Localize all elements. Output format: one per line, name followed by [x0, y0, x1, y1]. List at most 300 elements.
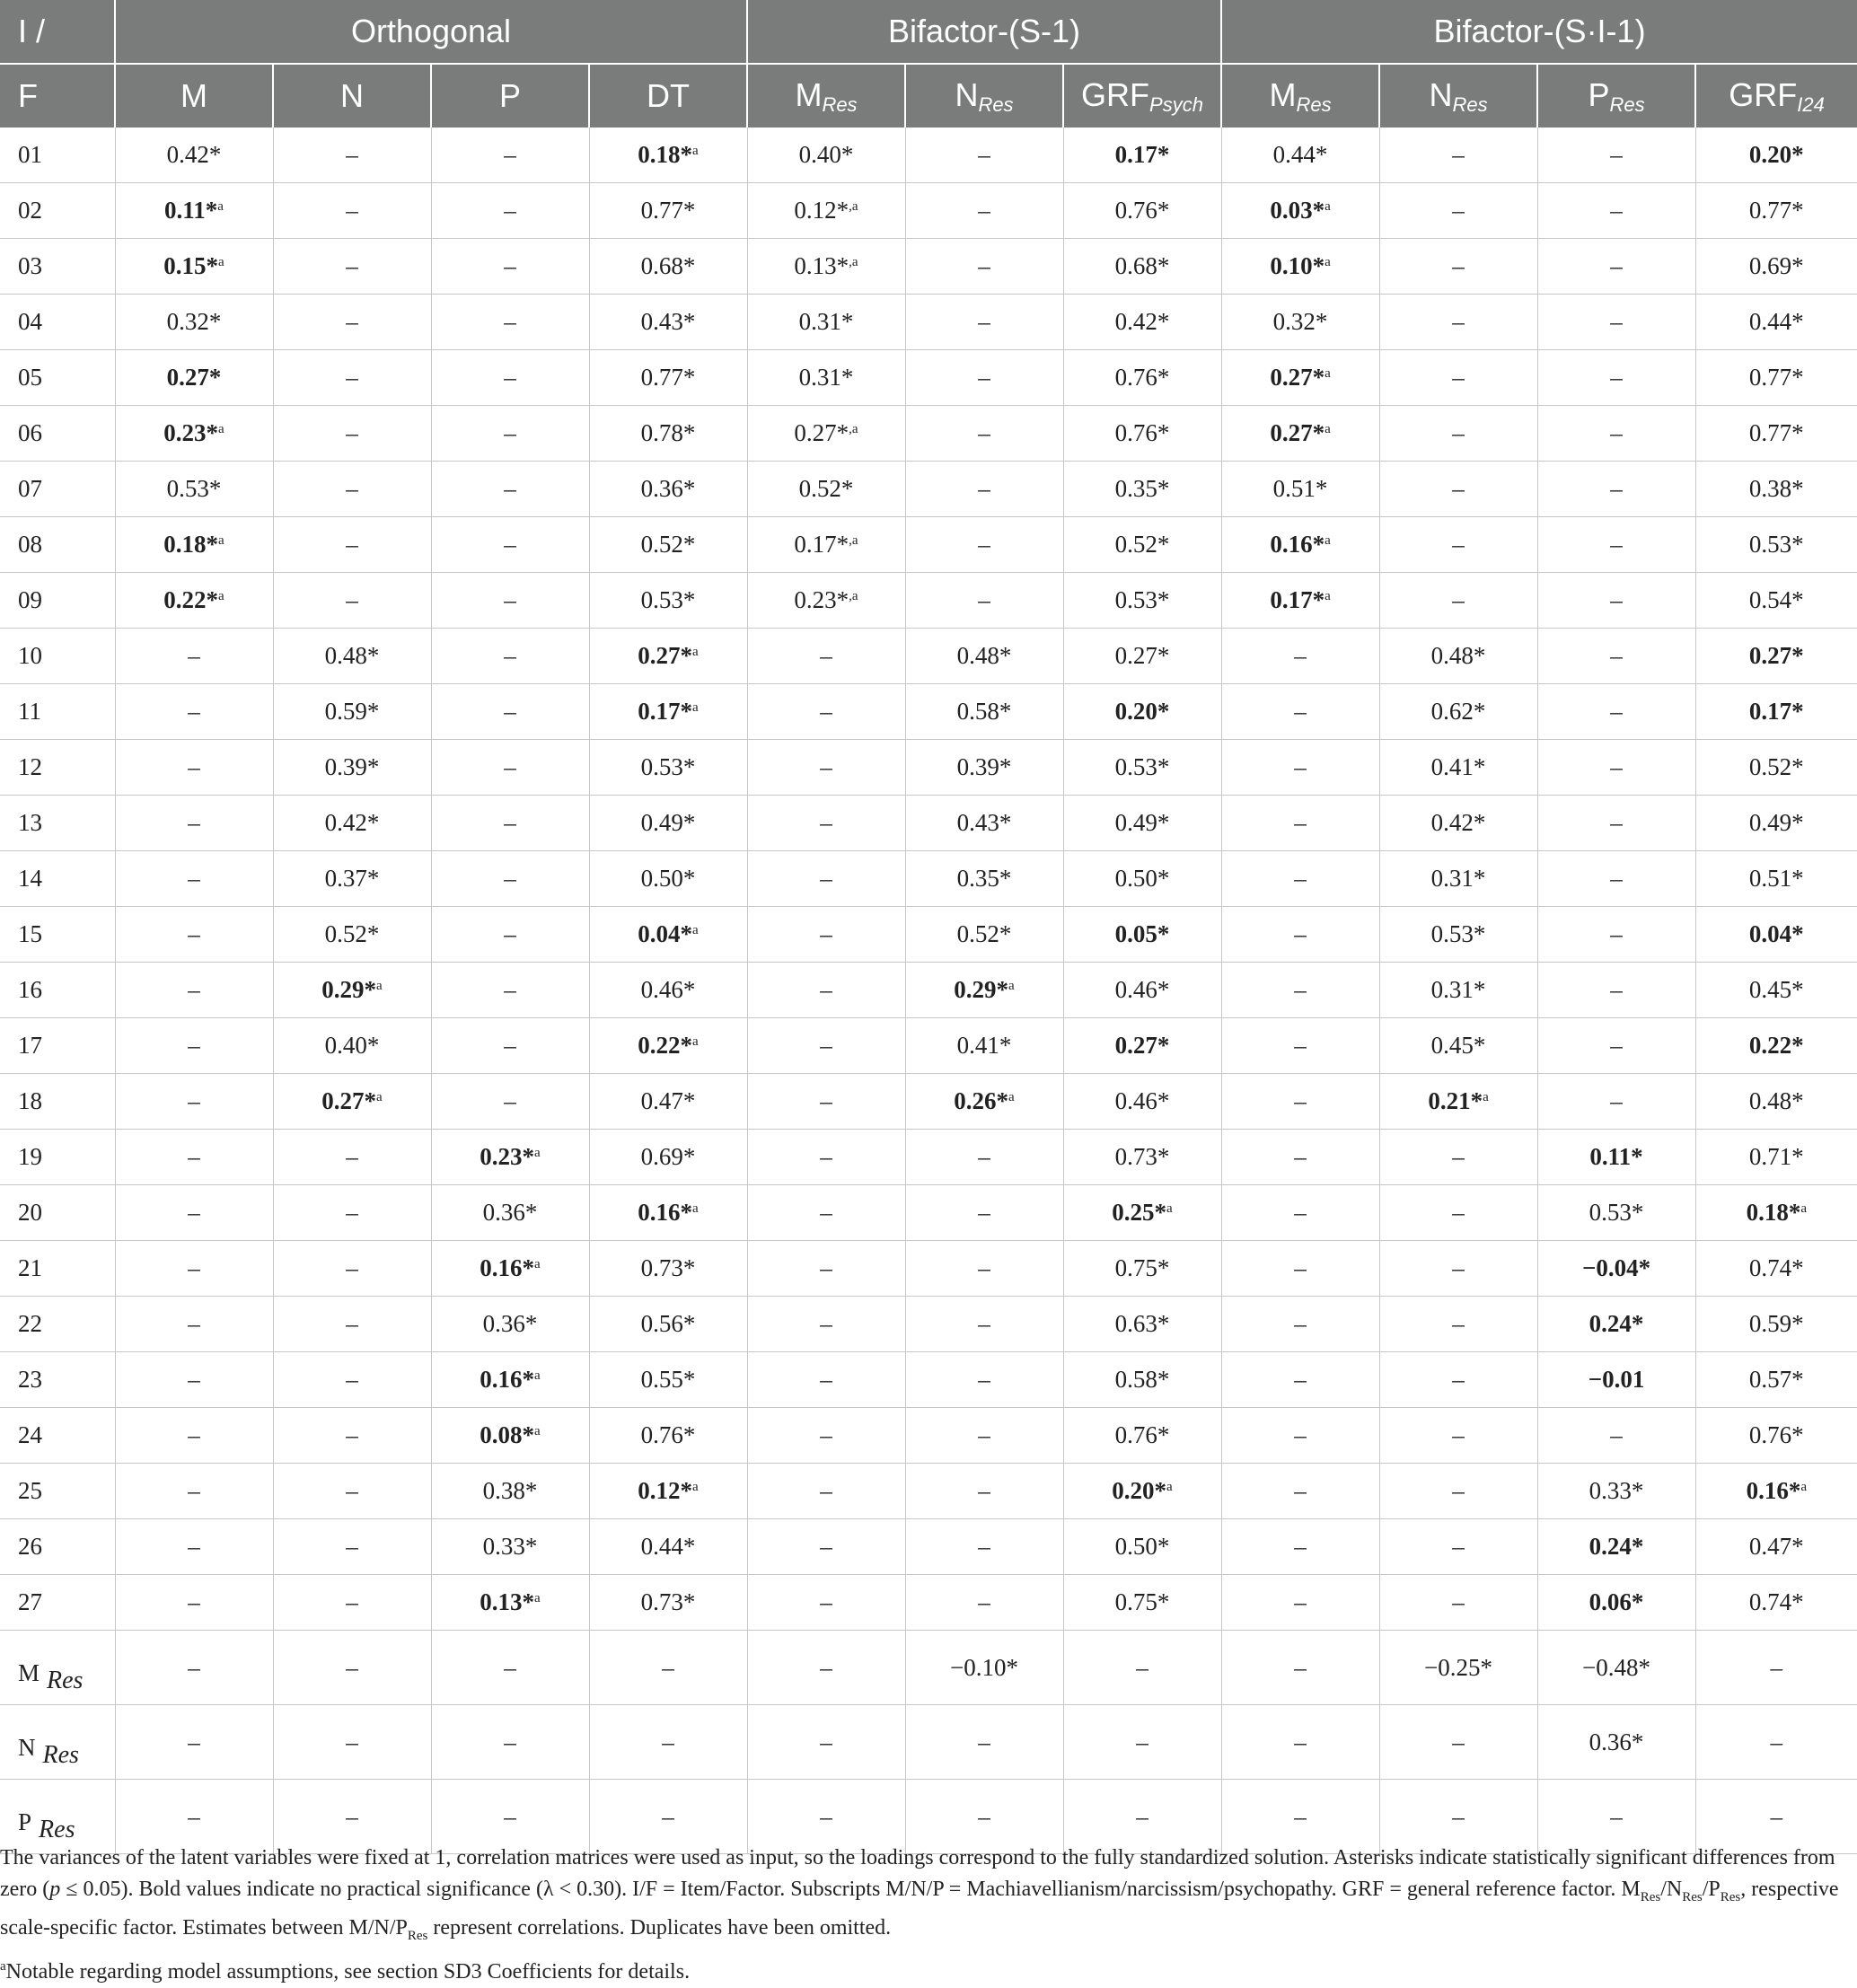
table-cell: 0.04*: [1695, 907, 1857, 963]
item-label: 09: [0, 573, 115, 629]
table-cell: –: [1695, 1780, 1857, 1854]
table-cell: 0.31*: [747, 350, 905, 406]
table-cell: 0.35*: [905, 851, 1063, 907]
table-cell: 0.53*: [1063, 740, 1221, 796]
table-cell: –: [115, 1074, 273, 1130]
table-row: [0, 1130, 1857, 1185]
table-cell: 0.54*: [1695, 573, 1857, 629]
table-cell: –: [115, 851, 273, 907]
table-cell: –: [115, 1185, 273, 1241]
column-header-8: $M_{Res}$: [1221, 64, 1379, 128]
table-row: [0, 1185, 1857, 1241]
column-header-11: $GRF_{I24}$: [1695, 64, 1857, 128]
table-cell: 0.33*: [431, 1519, 589, 1575]
table-cell: –: [431, 684, 589, 740]
table-cell: 0.23*$^a$: [431, 1130, 589, 1185]
item-label: 12: [0, 740, 115, 796]
table-cell: 0.11*$^a$: [115, 183, 273, 239]
table-cell: 0.77*: [1695, 183, 1857, 239]
table-cell: –: [115, 1130, 273, 1185]
table-cell: –: [1379, 1780, 1537, 1854]
table-cell: 0.27*$^a$: [1221, 350, 1379, 406]
table-cell: –: [1379, 462, 1537, 517]
table-cell: –: [1695, 1705, 1857, 1780]
table-cell: 0.77*: [1695, 350, 1857, 406]
table-cell: 0.29*$^a$: [273, 963, 431, 1018]
table-cell: –: [273, 1631, 431, 1705]
table-cell: –: [431, 1018, 589, 1074]
table-cell: –: [115, 1241, 273, 1297]
table-cell: –: [1537, 350, 1695, 406]
table-cell: –: [905, 1519, 1063, 1575]
table-cell: 0.23*$^a$: [115, 406, 273, 462]
table-cell: –: [747, 907, 905, 963]
table-cell: –: [273, 1130, 431, 1185]
table-cell: 0.50*: [1063, 851, 1221, 907]
header-group-3: Bifactor-(S·I-1): [1221, 0, 1857, 64]
table-cell: 0.32*: [115, 295, 273, 350]
table-cell: 0.47*: [589, 1074, 747, 1130]
table-cell: –: [273, 1519, 431, 1575]
table-cell: –: [431, 963, 589, 1018]
item-label: P $_{Res}$: [0, 1780, 115, 1854]
item-label: 20: [0, 1185, 115, 1241]
table-cell: –: [747, 629, 905, 684]
table-cell: 0.17*$^a$: [1221, 573, 1379, 629]
table-cell: –: [273, 128, 431, 183]
table-cell: 0.43*: [589, 295, 747, 350]
table-cell: –: [431, 183, 589, 239]
table-cell: –: [431, 1631, 589, 1705]
item-label: 26: [0, 1519, 115, 1575]
table-cell: –: [431, 740, 589, 796]
table-cell: –: [1537, 629, 1695, 684]
table-cell: 0.52*: [589, 517, 747, 573]
table-row: [0, 851, 1857, 907]
table-cell: 0.41*: [905, 1018, 1063, 1074]
table-cell: 0.36*: [431, 1297, 589, 1352]
table-cell: 0.27*$^{,a}$: [747, 406, 905, 462]
table-cell: 0.53*: [1537, 1185, 1695, 1241]
table-cell: –: [905, 1352, 1063, 1408]
header-column-row: [0, 64, 1857, 128]
table-cell: –: [747, 740, 905, 796]
table-cell: –: [905, 1780, 1063, 1854]
item-label: 24: [0, 1408, 115, 1464]
table-cell: 0.53*: [1063, 573, 1221, 629]
table-cell: –: [273, 1297, 431, 1352]
table-header: [0, 0, 1857, 128]
table-cell: –: [115, 1575, 273, 1631]
table-cell: –: [1379, 350, 1537, 406]
table-cell: 0.22*: [1695, 1018, 1857, 1074]
table-cell: –: [1537, 684, 1695, 740]
table-cell: –: [431, 462, 589, 517]
table-cell: 0.49*: [589, 796, 747, 851]
table-row: [0, 740, 1857, 796]
table-cell: –: [1221, 629, 1379, 684]
table-cell: –: [1379, 1575, 1537, 1631]
table-cell: –: [589, 1705, 747, 1780]
table-row: [0, 239, 1857, 295]
table-cell: –: [1379, 1241, 1537, 1297]
table-cell: 0.16*$^a$: [1221, 517, 1379, 573]
table-cell: –: [905, 128, 1063, 183]
table-row: [0, 1074, 1857, 1130]
table-cell: 0.17*: [1063, 128, 1221, 183]
item-label: 27: [0, 1575, 115, 1631]
table-cell: –: [1379, 1519, 1537, 1575]
table-cell: –: [1221, 684, 1379, 740]
table-cell: –: [115, 629, 273, 684]
table-cell: –: [273, 1185, 431, 1241]
table-cell: 0.16*$^a$: [1695, 1464, 1857, 1519]
table-cell: –: [589, 1780, 747, 1854]
item-label: 01: [0, 128, 115, 183]
table-cell: –: [1537, 851, 1695, 907]
table-cell: –: [747, 1575, 905, 1631]
column-header-9: $N_{Res}$: [1379, 64, 1537, 128]
table-cell: 0.52*: [905, 907, 1063, 963]
table-cell: 0.62*: [1379, 684, 1537, 740]
table-cell: –: [905, 1130, 1063, 1185]
table-cell: 0.20*: [1695, 128, 1857, 183]
column-header-10: $P_{Res}$: [1537, 64, 1695, 128]
table-cell: –: [273, 1780, 431, 1854]
table-cell: 0.17*: [1695, 684, 1857, 740]
table-row: [0, 907, 1857, 963]
table-cell: –: [905, 350, 1063, 406]
table-cell: –: [273, 1408, 431, 1464]
item-label: M $_{Res}$: [0, 1631, 115, 1705]
table-cell: 0.27*$^a$: [1221, 406, 1379, 462]
table-cell: –: [747, 963, 905, 1018]
table-cell: –: [431, 295, 589, 350]
table-row: [0, 1241, 1857, 1297]
table-cell: 0.76*: [1063, 183, 1221, 239]
table-cell: –: [747, 1130, 905, 1185]
table-cell: 0.27*: [1063, 629, 1221, 684]
table-cell: –: [747, 1631, 905, 1705]
item-label: 17: [0, 1018, 115, 1074]
table-cell: 0.31*: [1379, 963, 1537, 1018]
table-cell: −0.04*: [1537, 1241, 1695, 1297]
table-cell: 0.11*: [1537, 1130, 1695, 1185]
item-label: 08: [0, 517, 115, 573]
table-cell: –: [1537, 573, 1695, 629]
table-cell: –: [115, 1352, 273, 1408]
table-row: [0, 1408, 1857, 1464]
item-label: 19: [0, 1130, 115, 1185]
table-cell: 0.45*: [1695, 963, 1857, 1018]
table-cell: –: [273, 183, 431, 239]
table-cell: –: [747, 1185, 905, 1241]
table-cell: –: [1537, 740, 1695, 796]
column-header-1: M: [115, 64, 273, 128]
table-cell: –: [905, 1241, 1063, 1297]
table-cell: –: [747, 1705, 905, 1780]
table-cell: –: [1379, 1352, 1537, 1408]
table-cell: –: [115, 1408, 273, 1464]
table-cell: –: [273, 1464, 431, 1519]
item-label: 16: [0, 963, 115, 1018]
table-cell: 0.18*$^a$: [115, 517, 273, 573]
table-cell: –: [1537, 239, 1695, 295]
table-footnote: [0, 1843, 1857, 1988]
item-label: 18: [0, 1074, 115, 1130]
table-cell: 0.23*$^{,a}$: [747, 573, 905, 629]
table-cell: –: [1537, 796, 1695, 851]
table-cell: 0.48*: [905, 629, 1063, 684]
table-cell: 0.18*$^a$: [589, 128, 747, 183]
table-cell: –: [905, 1705, 1063, 1780]
table-body: [0, 128, 1857, 1854]
table-cell: 0.43*: [905, 796, 1063, 851]
table-cell: –: [1537, 517, 1695, 573]
table-cell: 0.42*: [273, 796, 431, 851]
table-cell: 0.73*: [1063, 1130, 1221, 1185]
table-cell: 0.63*: [1063, 1297, 1221, 1352]
table-cell: 0.16*$^a$: [589, 1185, 747, 1241]
table-cell: 0.58*: [905, 684, 1063, 740]
table-cell: –: [1537, 1018, 1695, 1074]
table-cell: –: [431, 796, 589, 851]
table-cell: 0.39*: [273, 740, 431, 796]
table-cell: 0.71*: [1695, 1130, 1857, 1185]
table-cell: –: [1379, 1130, 1537, 1185]
table-cell: 0.49*: [1063, 796, 1221, 851]
table-cell: 0.16*$^a$: [431, 1241, 589, 1297]
item-label: 22: [0, 1297, 115, 1352]
table-cell: 0.17*$^{,a}$: [747, 517, 905, 573]
table-cell: –: [273, 1705, 431, 1780]
table-cell: 0.24*: [1537, 1297, 1695, 1352]
item-label: 15: [0, 907, 115, 963]
table-cell: –: [905, 573, 1063, 629]
table-row: [0, 1519, 1857, 1575]
table-cell: –: [431, 128, 589, 183]
table-cell: 0.32*: [1221, 295, 1379, 350]
table-cell: 0.21*$^a$: [1379, 1074, 1537, 1130]
table-cell: –: [1221, 1464, 1379, 1519]
table-row: [0, 1352, 1857, 1408]
table-cell: –: [905, 517, 1063, 573]
table-cell: 0.33*: [1537, 1464, 1695, 1519]
table-cell: −0.48*: [1537, 1631, 1695, 1705]
table-cell: 0.73*: [589, 1575, 747, 1631]
table-cell: 0.74*: [1695, 1241, 1857, 1297]
table-cell: 0.36*: [431, 1185, 589, 1241]
table-cell: –: [1221, 1352, 1379, 1408]
table-cell: –: [115, 1464, 273, 1519]
table-cell: 0.69*: [1695, 239, 1857, 295]
column-header-0: F: [0, 64, 115, 128]
table-row: [0, 462, 1857, 517]
table-cell: –: [905, 1575, 1063, 1631]
item-label: 14: [0, 851, 115, 907]
table-cell: 0.10*$^a$: [1221, 239, 1379, 295]
table-cell: –: [905, 1297, 1063, 1352]
table-row: [0, 796, 1857, 851]
table-cell: 0.52*: [1695, 740, 1857, 796]
table-cell: 0.52*: [273, 907, 431, 963]
table-cell: –: [431, 239, 589, 295]
table-cell: –: [747, 851, 905, 907]
table-cell: –: [905, 295, 1063, 350]
table-cell: 0.76*: [589, 1408, 747, 1464]
table-cell: –: [115, 684, 273, 740]
table-cell: 0.18*$^a$: [1695, 1185, 1857, 1241]
table-cell: 0.73*: [589, 1241, 747, 1297]
table-cell: −0.01: [1537, 1352, 1695, 1408]
item-label: 05: [0, 350, 115, 406]
table-cell: –: [905, 462, 1063, 517]
table-cell: –: [431, 517, 589, 573]
table-cell: 0.20*: [1063, 684, 1221, 740]
item-label: 02: [0, 183, 115, 239]
table-cell: 0.75*: [1063, 1241, 1221, 1297]
table-cell: –: [273, 1575, 431, 1631]
table-row: [0, 350, 1857, 406]
table-cell: 0.52*: [1063, 517, 1221, 573]
table-row: [0, 1631, 1857, 1705]
table-cell: 0.45*: [1379, 1018, 1537, 1074]
table-cell: 0.31*: [747, 295, 905, 350]
table-cell: –: [115, 963, 273, 1018]
table-cell: –: [115, 1631, 273, 1705]
table-cell: 0.53*: [589, 573, 747, 629]
table-cell: –: [905, 183, 1063, 239]
table-cell: 0.40*: [747, 128, 905, 183]
table-row: [0, 406, 1857, 462]
table-cell: 0.05*: [1063, 907, 1221, 963]
table-cell: 0.77*: [589, 350, 747, 406]
table-cell: –: [1063, 1780, 1221, 1854]
table-cell: –: [431, 1780, 589, 1854]
table-row: [0, 963, 1857, 1018]
table-cell: –: [273, 573, 431, 629]
table-cell: 0.76*: [1695, 1408, 1857, 1464]
table-cell: 0.48*: [1379, 629, 1537, 684]
table-cell: –: [431, 573, 589, 629]
table-cell: –: [431, 1074, 589, 1130]
table-cell: –: [1537, 128, 1695, 183]
table-cell: –: [115, 1705, 273, 1780]
table-cell: –: [1221, 1018, 1379, 1074]
table-row: [0, 183, 1857, 239]
table-cell: –: [1221, 1631, 1379, 1705]
table-cell: –: [1379, 1297, 1537, 1352]
table-cell: –: [273, 462, 431, 517]
table-cell: 0.77*: [1695, 406, 1857, 462]
table-cell: –: [115, 1780, 273, 1854]
table-cell: –: [589, 1631, 747, 1705]
table-cell: –: [1537, 1074, 1695, 1130]
table-cell: −0.25*: [1379, 1631, 1537, 1705]
table-cell: 0.36*: [589, 462, 747, 517]
table-cell: –: [1221, 1575, 1379, 1631]
table-cell: –: [1537, 1780, 1695, 1854]
table-cell: 0.25*$^a$: [1063, 1185, 1221, 1241]
table-cell: 0.42*: [1379, 796, 1537, 851]
table-cell: –: [1379, 1464, 1537, 1519]
table-cell: –: [1537, 462, 1695, 517]
table-cell: 0.17*$^a$: [589, 684, 747, 740]
table-cell: –: [273, 1352, 431, 1408]
table-cell: 0.53*: [115, 462, 273, 517]
table-cell: –: [905, 1185, 1063, 1241]
item-label: 03: [0, 239, 115, 295]
table-cell: 0.76*: [1063, 406, 1221, 462]
table-row: [0, 684, 1857, 740]
table-cell: 0.42*: [1063, 295, 1221, 350]
table-cell: –: [747, 1464, 905, 1519]
table-cell: –: [1379, 1185, 1537, 1241]
table-cell: 0.59*: [273, 684, 431, 740]
table-cell: –: [1063, 1631, 1221, 1705]
table-cell: –: [273, 406, 431, 462]
table-cell: –: [1695, 1631, 1857, 1705]
table-row: [0, 1018, 1857, 1074]
table-cell: –: [1537, 907, 1695, 963]
table-cell: 0.03*$^a$: [1221, 183, 1379, 239]
table-cell: 0.51*: [1695, 851, 1857, 907]
table-cell: 0.29*$^a$: [905, 963, 1063, 1018]
table-cell: –: [1537, 183, 1695, 239]
table-cell: 0.55*: [589, 1352, 747, 1408]
table-cell: 0.24*: [1537, 1519, 1695, 1575]
item-label: 10: [0, 629, 115, 684]
table-cell: –: [115, 1297, 273, 1352]
table-cell: 0.13*$^{,a}$: [747, 239, 905, 295]
table-cell: –: [1221, 1241, 1379, 1297]
table-cell: 0.51*: [1221, 462, 1379, 517]
table-cell: –: [273, 1241, 431, 1297]
table-cell: 0.53*: [1379, 907, 1537, 963]
table-cell: 0.75*: [1063, 1575, 1221, 1631]
table-cell: 0.48*: [1695, 1074, 1857, 1130]
table-cell: 0.76*: [1063, 1408, 1221, 1464]
table-cell: 0.38*: [431, 1464, 589, 1519]
table-cell: 0.44*: [1695, 295, 1857, 350]
item-label: N $_{Res}$: [0, 1705, 115, 1780]
table-cell: –: [1221, 1519, 1379, 1575]
table-cell: –: [273, 295, 431, 350]
table-cell: 0.13*$^a$: [431, 1575, 589, 1631]
table-cell: 0.16*$^a$: [431, 1352, 589, 1408]
table-cell: –: [1537, 1408, 1695, 1464]
table-cell: 0.44*: [589, 1519, 747, 1575]
column-header-3: P: [431, 64, 589, 128]
table-cell: –: [115, 740, 273, 796]
table-cell: 0.76*: [1063, 350, 1221, 406]
table-cell: –: [1379, 573, 1537, 629]
item-label: 04: [0, 295, 115, 350]
table-cell: –: [747, 1408, 905, 1464]
table-cell: 0.56*: [589, 1297, 747, 1352]
table-cell: 0.49*: [1695, 796, 1857, 851]
table-cell: 0.27*$^a$: [273, 1074, 431, 1130]
table-cell: –: [905, 406, 1063, 462]
table-cell: 0.77*: [589, 183, 747, 239]
table-cell: –: [273, 517, 431, 573]
table-cell: –: [1221, 1130, 1379, 1185]
table-cell: –: [1221, 1705, 1379, 1780]
table-cell: –: [747, 684, 905, 740]
table-cell: 0.41*: [1379, 740, 1537, 796]
table-cell: 0.27*: [115, 350, 273, 406]
table-cell: 0.08*$^a$: [431, 1408, 589, 1464]
